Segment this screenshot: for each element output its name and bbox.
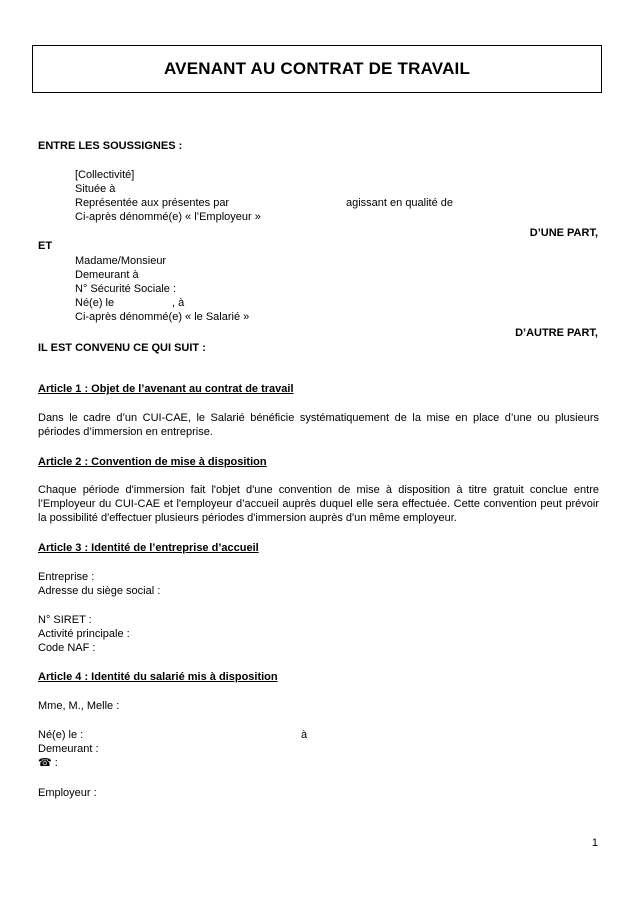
d-autre-part: D’AUTRE PART,: [515, 327, 598, 339]
parties-heading: ENTRE LES SOUSSIGNES :: [38, 140, 183, 152]
field-adresse-siege: Adresse du siège social :: [38, 585, 161, 597]
page-number: 1: [591, 837, 598, 849]
employer-line-representee: Représentée aux présentes par: [75, 197, 230, 209]
et-label: ET: [38, 240, 53, 252]
field-siret: N° SIRET :: [38, 614, 92, 626]
article1-text: Dans le cadre d’un CUI-CAE, le Salarié bénéficie systématiquement de la mise en place d’une ou plusieurs périodes d’immersion en entreprise.: [38, 412, 599, 438]
field-demeurant: Demeurant :: [38, 743, 99, 755]
field-ne-le: Né(e) le :: [38, 729, 84, 741]
article3-heading: Article 3 : Identité de l’entreprise d’accueil: [38, 542, 259, 554]
phone-label: :: [54, 757, 58, 769]
article2-text: Chaque période d'immersion fait l'objet d'une convention de mise à disposition à titre gratuit conclue entre l’Employeur du CUI-CAE et l'employeur d’accueil auprès duquel elle sera effectuée. Cette convention peut prévoir la possibilité d'effectuer plusieurs périodes d'immersion auprès d'un même employeur.: [38, 484, 599, 524]
employer-quality: agissant en qualité de: [346, 197, 454, 209]
employer-line-situee: Située à: [75, 183, 116, 195]
field-telephone: [38, 756, 58, 770]
article2-heading: Article 2 : Convention de mise à disposition: [38, 456, 267, 468]
employee-born-at: , à: [172, 297, 185, 309]
employee-line-ne-le: Né(e) le: [75, 297, 115, 309]
title-box: [32, 45, 602, 93]
phone-icon: ☎: [38, 757, 52, 769]
employee-line-demeurant: Demeurant à: [75, 269, 139, 281]
d-une-part: D’UNE PART,: [529, 227, 598, 239]
page-title: AVENANT AU CONTRAT DE TRAVAIL: [163, 59, 471, 78]
employee-line-secu: N° Sécurité Sociale :: [75, 283, 176, 295]
employer-line-collectivite: [Collectivité]: [75, 169, 135, 181]
field-activite: Activité principale :: [38, 628, 130, 640]
field-civilite: Mme, M., Melle :: [38, 700, 120, 712]
employee-line-civilite: Madame/Monsieur: [75, 255, 167, 267]
field-entreprise: Entreprise :: [38, 571, 95, 583]
field-code-naf: Code NAF :: [38, 642, 96, 654]
article1-heading: Article 1 : Objet de l’avenant au contrat de travail: [38, 383, 294, 395]
field-employeur: Employeur :: [38, 787, 97, 799]
convenu-heading: IL EST CONVENU CE QUI SUIT :: [38, 342, 206, 354]
employer-line-denomme: Ci-après dénommé(e) « l’Employeur »: [75, 211, 261, 223]
article4-heading: Article 4 : Identité du salarié mis à disposition: [38, 671, 278, 683]
employee-line-denomme: Ci-après dénommé(e) « le Salarié »: [75, 311, 250, 323]
field-ne-a: à: [301, 729, 308, 741]
